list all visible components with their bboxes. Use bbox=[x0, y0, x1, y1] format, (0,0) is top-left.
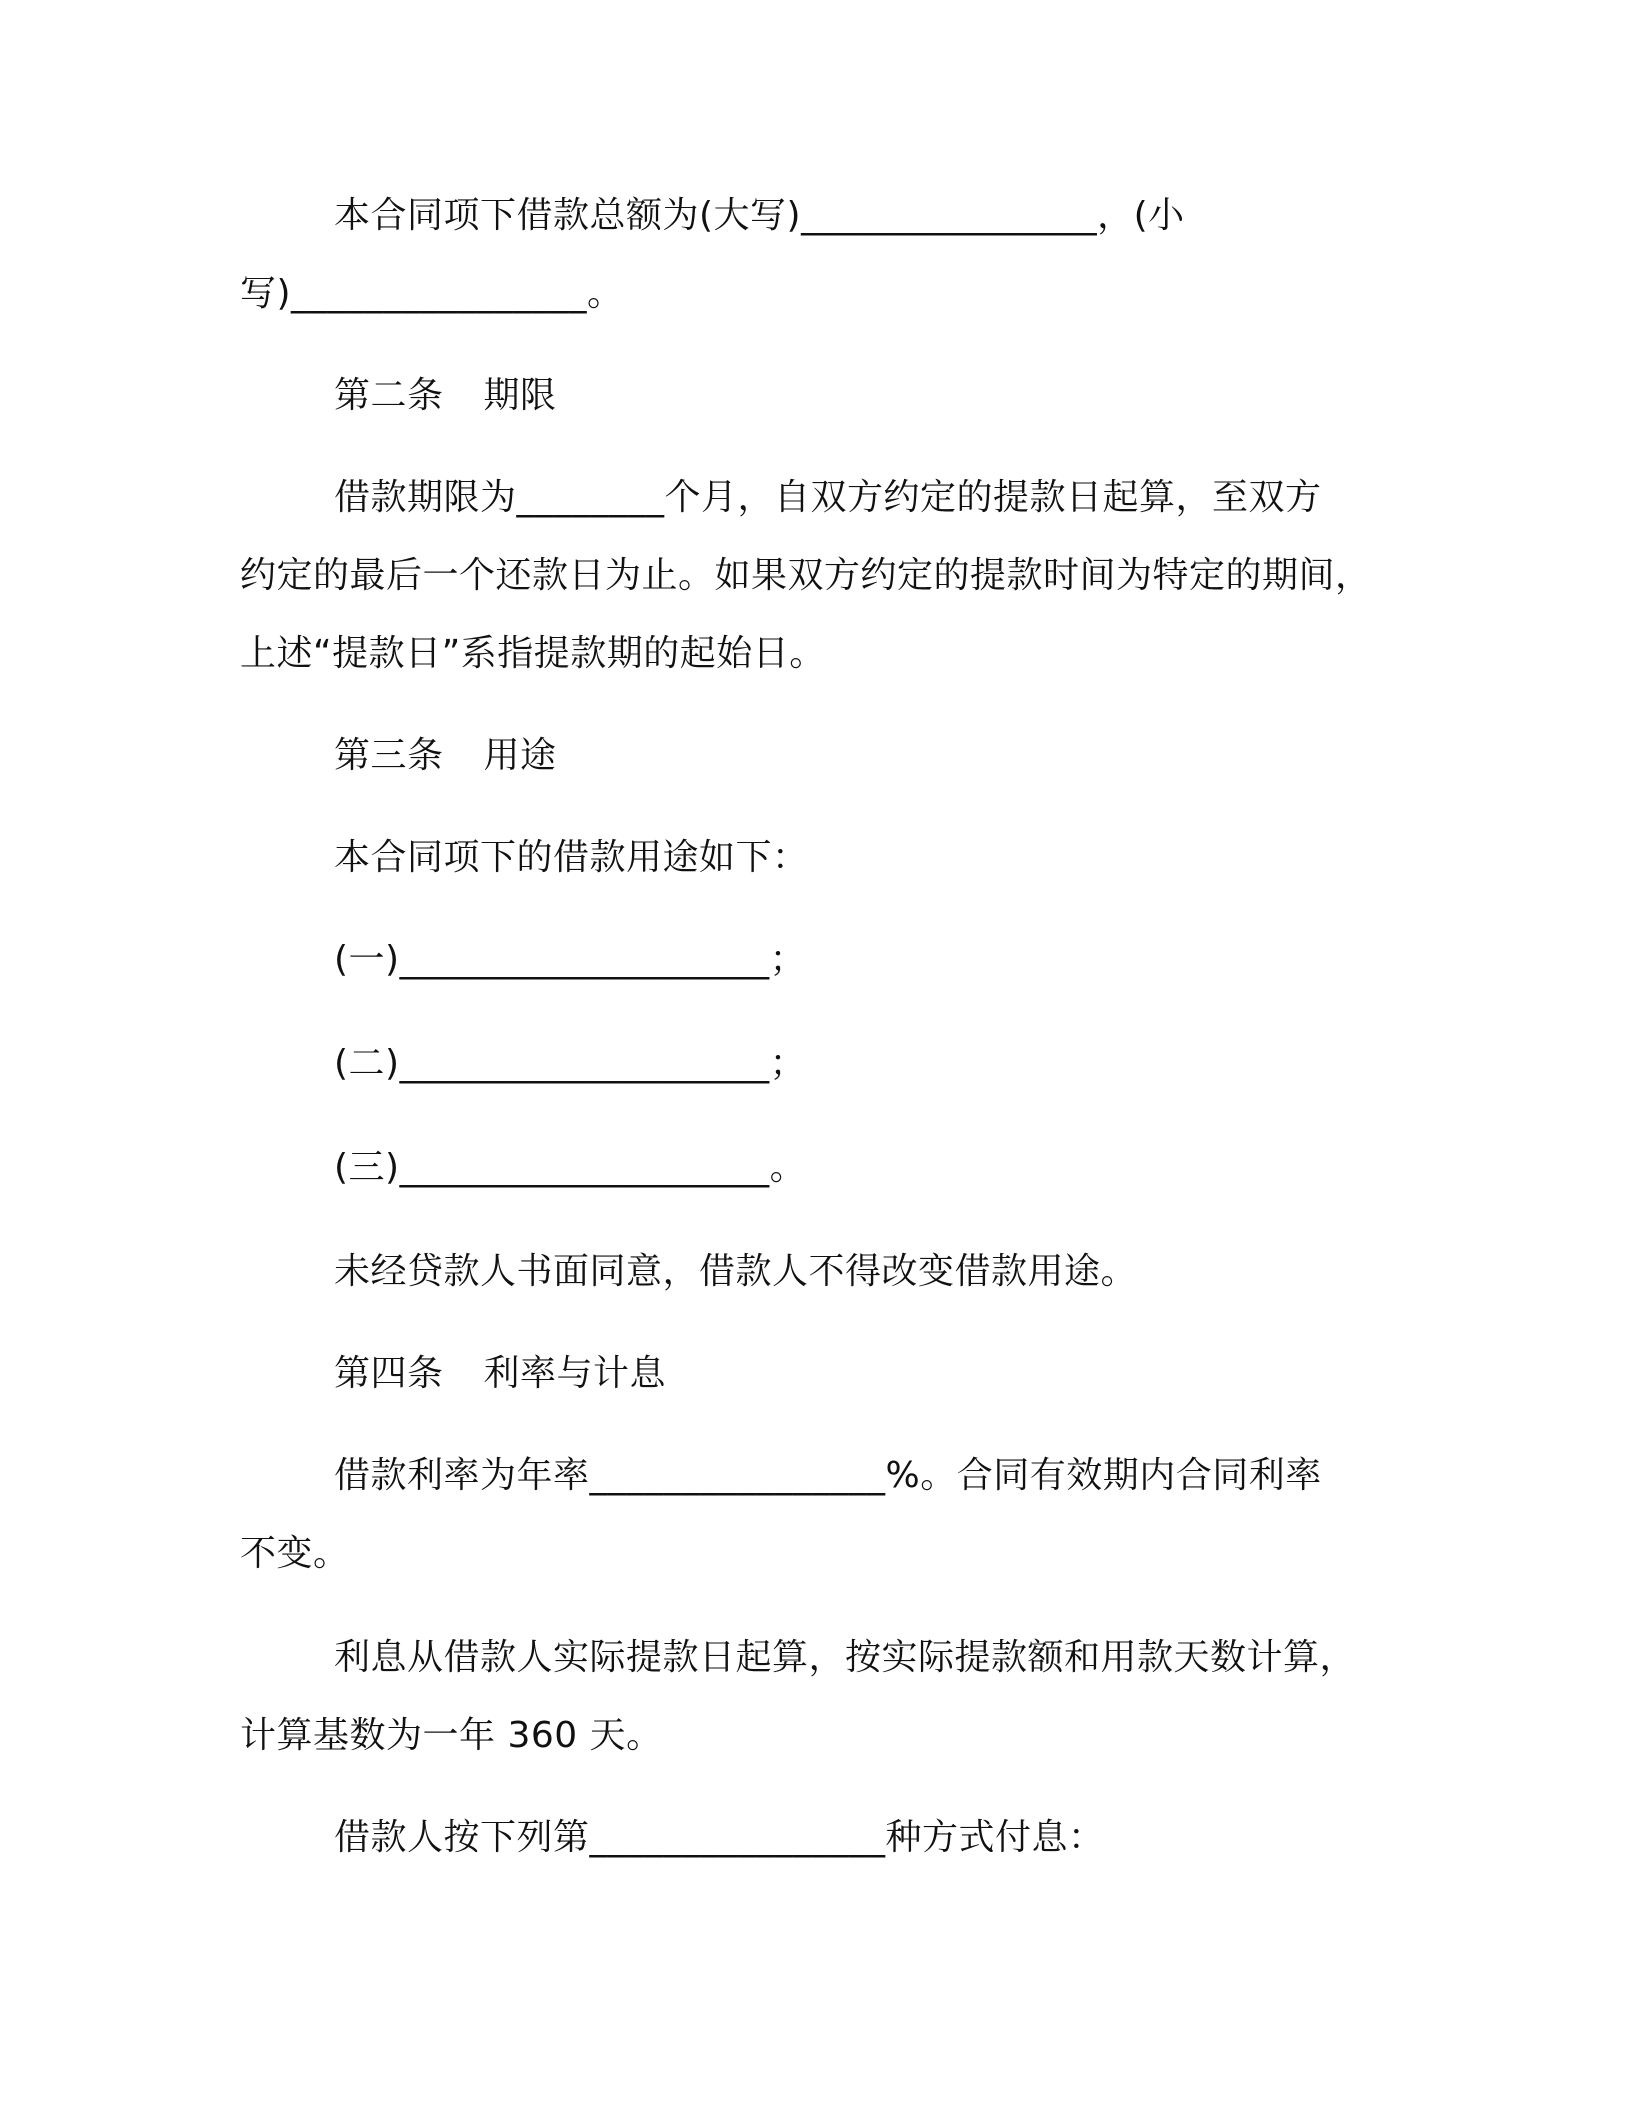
interest-payment-method: 借款人按下列第________________种方式付息： bbox=[334, 1817, 1105, 1858]
purpose-item-1: (一)____________________； bbox=[334, 939, 807, 980]
article-2-heading bbox=[334, 372, 557, 420]
purpose-restriction: 未经贷款人书面同意，借款人不得改变借款用途。 bbox=[334, 1251, 1138, 1292]
purpose-intro: 本合同项下的借款用途如下： bbox=[334, 837, 809, 878]
article-4-heading bbox=[334, 1350, 666, 1398]
interest-rate-line-1: 借款利率为年率________________%。合同有效期内合同利率 bbox=[334, 1455, 1322, 1496]
interest-calc-line-1: 利息从借款人实际提款日起算，按实际提款额和用款天数计算， bbox=[334, 1637, 1357, 1678]
term-paragraph-line-3: 上述“提款日”系指提款期的起始日。 bbox=[240, 633, 826, 674]
term-paragraph-line-1: 借款期限为________个月，自双方约定的提款日起算，至双方 bbox=[334, 477, 1322, 518]
article-3-number: 第三条 bbox=[334, 735, 444, 776]
purpose-item-2: (二)____________________； bbox=[334, 1043, 807, 1084]
article-2-title: 期限 bbox=[483, 375, 557, 416]
article-3-heading bbox=[334, 732, 557, 780]
article-4-title: 利率与计息 bbox=[483, 1353, 667, 1394]
interest-rate-line-2: 不变。 bbox=[240, 1533, 350, 1574]
interest-calc-line-2: 计算基数为一年 360 天。 bbox=[240, 1715, 663, 1756]
loan-amount-line-1: 本合同项下借款总额为(大写)________________，(小 bbox=[334, 195, 1185, 236]
term-paragraph-line-2: 约定的最后一个还款日为止。如果双方约定的提款时间为特定的期间， bbox=[240, 555, 1372, 596]
article-2-number: 第二条 bbox=[334, 375, 444, 416]
article-3-title: 用途 bbox=[483, 735, 557, 776]
purpose-item-3: (三)____________________。 bbox=[334, 1147, 807, 1188]
article-4-number: 第四条 bbox=[334, 1353, 444, 1394]
loan-amount-line-2: 写)________________。 bbox=[240, 273, 624, 314]
